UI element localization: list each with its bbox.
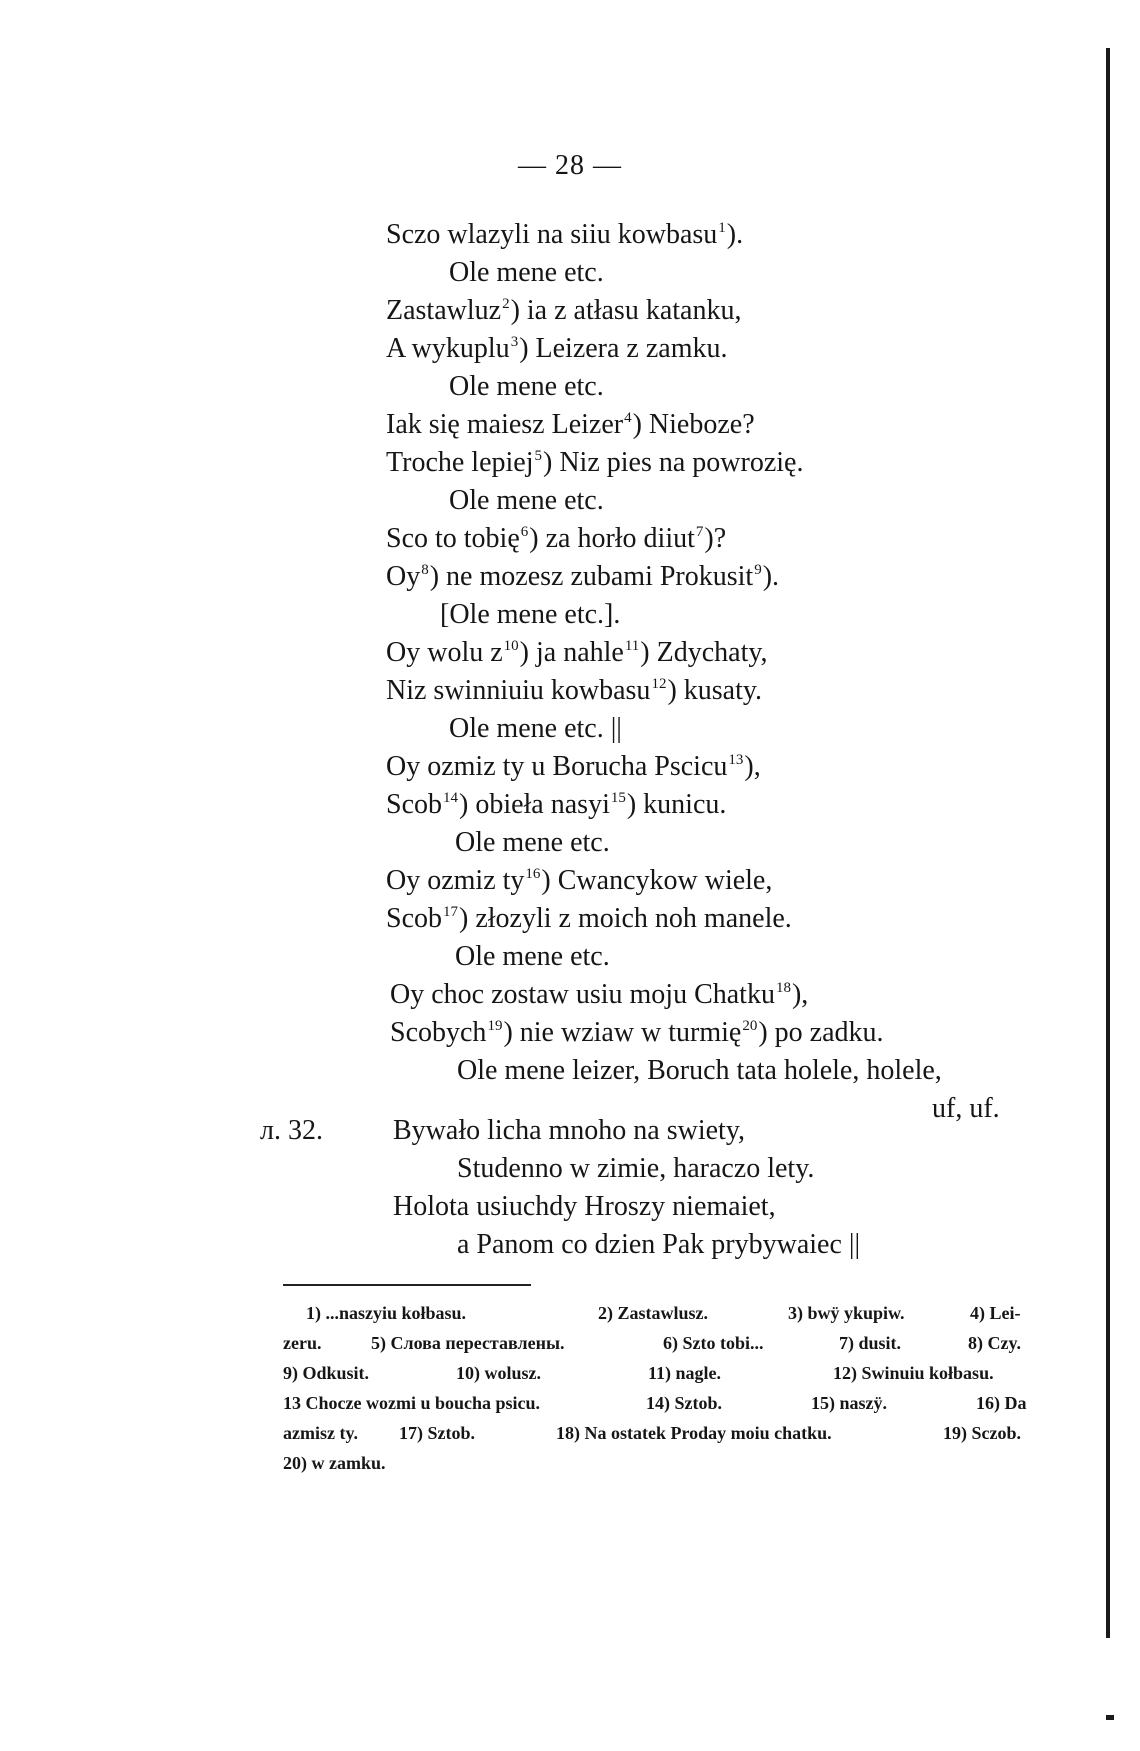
verse-text: Bywało licha mnoho na swiety, bbox=[393, 1115, 746, 1146]
footnote-mark: 6 bbox=[520, 524, 529, 540]
verse-text: ) ne mozesz zubami Prokusit bbox=[429, 561, 754, 592]
verse-line bbox=[386, 748, 1140, 786]
verse-text: Holota usiuchdy Hroszy niemaiet, bbox=[393, 1191, 776, 1222]
footnote: 13 Chocze wozmi u boucha psicu. bbox=[283, 1393, 541, 1413]
footnote: 2) Zastawlusz. bbox=[598, 1303, 709, 1323]
verse-text: uf, uf. bbox=[932, 1093, 1000, 1124]
footnote-mark: 7 bbox=[695, 524, 704, 540]
verse-text: Niz swinniuiu kowbasu bbox=[386, 675, 651, 706]
footnote: 1) ...naszyiu kołbasu. bbox=[306, 1303, 467, 1323]
verse-line bbox=[386, 900, 1140, 938]
verse-line bbox=[386, 634, 1140, 672]
footnote-mark: 4 bbox=[624, 410, 632, 426]
verse-text: ). bbox=[726, 219, 744, 250]
verse-line bbox=[386, 558, 1140, 596]
page-number: — 28 — bbox=[518, 150, 622, 181]
verse-text: Oy ozmiz ty u Borucha Pscicu bbox=[386, 751, 728, 782]
footnote-mark: 10 bbox=[503, 638, 519, 654]
footnote-mark: 1 bbox=[718, 220, 726, 236]
footnote: 19) Sczob. bbox=[943, 1423, 1021, 1443]
footnote: 4) Lei- bbox=[970, 1303, 1021, 1323]
footnote: 6) Szto tobi... bbox=[663, 1333, 764, 1353]
footnote: azmisz ty. bbox=[283, 1423, 358, 1443]
footnote-mark: 16 bbox=[525, 866, 541, 882]
footnote-mark: 5 bbox=[534, 448, 542, 464]
footnote-mark: 3 bbox=[510, 334, 519, 350]
footnote-mark: 20 bbox=[742, 1018, 758, 1034]
verse-text: Ole mene etc. bbox=[455, 941, 610, 972]
verse-line bbox=[390, 976, 1140, 1014]
verse-text: Sczo wlazyli na siiu kowbasu bbox=[386, 219, 718, 250]
footnote-mark: 11 bbox=[624, 638, 640, 654]
refrain-line bbox=[449, 368, 1140, 406]
refrain-line bbox=[440, 596, 1140, 634]
verse-text: Oy ozmiz ty bbox=[386, 865, 525, 896]
footnote-mark: 12 bbox=[651, 676, 667, 692]
verse-text: ) kusaty. bbox=[667, 675, 763, 706]
footnote-mark: 14 bbox=[443, 790, 458, 806]
verse-line bbox=[386, 292, 1140, 330]
refrain-line bbox=[457, 1052, 1140, 1090]
verse-text: Ole mene etc. bbox=[449, 371, 604, 402]
verse-text: ) Niz pies na powrozię. bbox=[543, 447, 804, 478]
footnote-mark: 8 bbox=[421, 562, 429, 578]
verse-text: ) Cwancykow wiele, bbox=[541, 865, 773, 896]
verse-text: Oy bbox=[386, 561, 421, 592]
verse-text: ). bbox=[762, 561, 780, 592]
footnote-mark: 19 bbox=[487, 1018, 503, 1034]
verse-text: ) Leizera z zamku. bbox=[519, 333, 728, 364]
footnote: 8) Czy. bbox=[968, 1333, 1021, 1353]
verse-line bbox=[457, 1150, 1140, 1188]
footnote: 16) Da bbox=[976, 1393, 1027, 1413]
verse-text: Scob bbox=[386, 789, 442, 820]
verse-text: Ole mene etc. || bbox=[449, 713, 622, 744]
verse-line bbox=[457, 1226, 1140, 1264]
refrain-line bbox=[449, 254, 1140, 292]
refrain-line bbox=[455, 824, 1140, 862]
footnote: 9) Odkusit. bbox=[283, 1363, 370, 1383]
footnote: 11) nagle. bbox=[648, 1363, 722, 1383]
footnote-mark: 2 bbox=[502, 296, 510, 312]
verse-text: )? bbox=[704, 523, 727, 554]
footnote-divider bbox=[283, 1284, 531, 1286]
verse-text: Oy choc zostaw usiu moju Chatku bbox=[390, 979, 775, 1010]
verse-text: a Panom co dzien Pak prybywaiec || bbox=[457, 1229, 861, 1260]
verse-line bbox=[386, 330, 1140, 368]
verse-line bbox=[393, 1188, 1140, 1226]
scan-edge-mark bbox=[1106, 1715, 1114, 1720]
verse-line bbox=[386, 216, 1140, 254]
refrain-line bbox=[449, 710, 1140, 748]
verse-line bbox=[386, 786, 1140, 824]
footnote: 3) bwÿ ykupiw. bbox=[788, 1303, 905, 1323]
verse-text: Ole mene etc. bbox=[455, 827, 610, 858]
footnote-mark: 13 bbox=[728, 752, 744, 768]
refrain-line bbox=[455, 938, 1140, 976]
verse-text: A wykuplu bbox=[386, 333, 510, 364]
footnote-mark: 17 bbox=[443, 904, 458, 920]
verse-line bbox=[386, 862, 1140, 900]
verse-line bbox=[386, 406, 1140, 444]
footnote-line bbox=[283, 1358, 1035, 1388]
verse-line bbox=[386, 444, 1140, 482]
refrain-line bbox=[449, 482, 1140, 520]
footnote-line bbox=[283, 1328, 1035, 1358]
verse-text: Troche lepiej bbox=[386, 447, 534, 478]
verse-text: Sco to tobię bbox=[386, 523, 520, 554]
verse-line bbox=[390, 1014, 1140, 1052]
footnote-mark: 9 bbox=[754, 562, 762, 578]
verse-text: ) nie wziaw w turmię bbox=[503, 1017, 742, 1048]
footnote: 10) wolusz. bbox=[456, 1363, 541, 1383]
verse-text: ) kunicu. bbox=[626, 789, 727, 820]
verse-text: ) po zadku. bbox=[758, 1017, 884, 1048]
verse-text: ) ja nahle bbox=[519, 637, 624, 668]
footnote-line bbox=[283, 1448, 1035, 1478]
footnote: 12) Swinuiu kołbasu. bbox=[833, 1363, 994, 1383]
verse-text: ) obieła nasyi bbox=[459, 789, 610, 820]
footnote-line bbox=[283, 1298, 1035, 1328]
verse-text: ), bbox=[791, 979, 809, 1010]
verse-line bbox=[386, 672, 1140, 710]
verse-text: ) złozyli z moich noh manele. bbox=[459, 903, 792, 934]
footnote-line bbox=[283, 1418, 1035, 1448]
footnote: 7) dusit. bbox=[839, 1333, 902, 1353]
footnote: 17) Sztob. bbox=[399, 1423, 475, 1443]
footnote: 14) Sztob. bbox=[646, 1393, 722, 1413]
footnote-line bbox=[283, 1388, 1035, 1418]
verse-text: Studenno w zimie, haraczo lety. bbox=[457, 1153, 815, 1184]
footnote-mark: 15 bbox=[610, 790, 626, 806]
verse-text: ), bbox=[744, 751, 761, 782]
footnote: 15) naszÿ. bbox=[811, 1393, 887, 1413]
song-number: л. 32. bbox=[260, 1115, 323, 1146]
verse-text: Scob bbox=[386, 903, 442, 934]
footnote: 18) Na ostatek Proday moiu chatku. bbox=[556, 1423, 832, 1443]
verse-text: Ole mene etc. bbox=[449, 257, 604, 288]
footnote: 5) Слова переставлены. bbox=[371, 1333, 565, 1353]
verse-text: Iak się maiesz Leizer bbox=[386, 409, 624, 440]
verse-text: [Ole mene etc.]. bbox=[440, 599, 621, 630]
verse-text: ) Zdychaty, bbox=[640, 637, 768, 668]
verse-text: Ole mene etc. bbox=[449, 485, 604, 516]
footnote: 20) w zamku. bbox=[283, 1453, 386, 1473]
verse-text: Ole mene leizer, Boruch tata holele, holele, bbox=[457, 1055, 942, 1086]
verse-text: ) Nieboze? bbox=[632, 409, 755, 440]
verse-line bbox=[386, 520, 1140, 558]
verse-line bbox=[393, 1112, 1140, 1150]
verse-text: ) za horło diiut bbox=[529, 523, 695, 554]
verse-text: ) ia z atłasu katanku, bbox=[510, 295, 742, 326]
footnote-mark: 18 bbox=[775, 980, 791, 996]
verse-text: Scobych bbox=[390, 1017, 487, 1048]
verse-text: Oy wolu z bbox=[386, 637, 503, 668]
footnote: zeru. bbox=[283, 1333, 322, 1353]
verse-text: Zastawluz bbox=[386, 295, 502, 326]
